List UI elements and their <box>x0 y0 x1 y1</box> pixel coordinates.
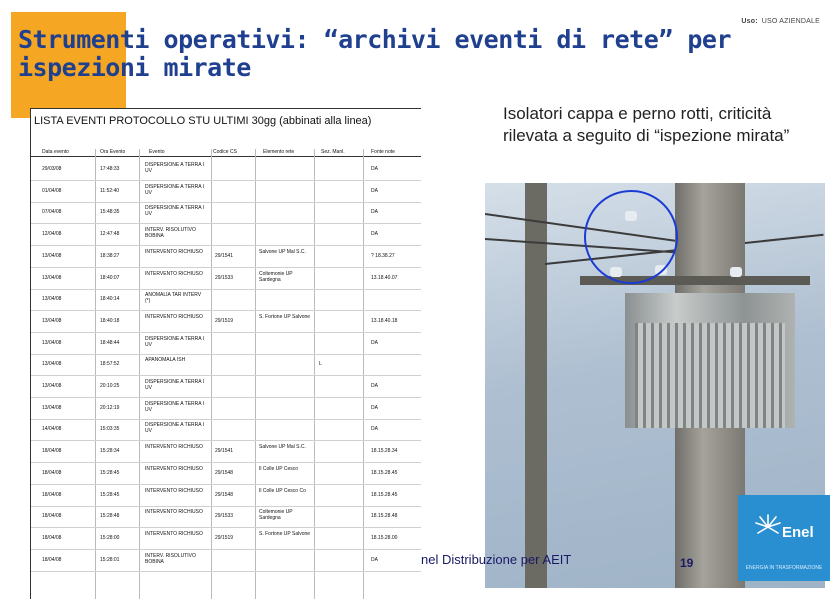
table-cell: DA <box>371 339 378 346</box>
slide-title: Strumenti operativi: “archivi eventi di rete” per ispezioni mirate <box>18 25 732 82</box>
table-row <box>31 550 421 572</box>
table-cell: 15:28:45 <box>100 469 120 476</box>
table-cell: 15:28:00 <box>100 534 120 541</box>
table-row <box>31 333 421 355</box>
table-cell: 18:40:07 <box>100 274 120 281</box>
table-cell: S. Fortone UP Salvone <box>259 313 311 320</box>
table-cell: 29/1533 <box>215 274 234 281</box>
table-cell: 17:48:33 <box>100 166 120 172</box>
table-cell: DISPERSIONE A TERRA I UV <box>145 162 205 174</box>
table-cell: DA <box>371 383 378 389</box>
table-cell: 14/04/08 <box>42 426 62 433</box>
table-cell: 29/03/08 <box>42 166 62 172</box>
usage-value: USO AZIENDALE <box>761 18 820 25</box>
table-cell: DA <box>371 404 378 411</box>
table-cell: 01/04/08 <box>42 187 62 194</box>
column-header: Ora Evento <box>100 149 126 155</box>
table-cell: 18:48:44 <box>100 339 120 346</box>
table-cell: DISPERSIONE A TERRA I UV <box>145 400 205 413</box>
table-cell: 15:28:48 <box>100 513 120 520</box>
table-cell: INTERVENTO RICHIUSO <box>145 270 203 277</box>
table-cell: 29/1533 <box>215 513 234 520</box>
table-cell: 29/1541 <box>215 252 234 259</box>
table-cell: 18:40:18 <box>100 317 120 324</box>
table-cell: 20:12:19 <box>100 404 120 411</box>
table-row <box>31 528 421 550</box>
table-row <box>31 376 421 398</box>
table-cell: Il Colle UP Cesco <box>259 465 299 472</box>
footer-text: nel Distribuzione per AEIT <box>421 552 572 567</box>
table-cell: 18/04/08 <box>42 556 62 563</box>
table-cell: 15:48:35 <box>100 209 120 216</box>
table-cell: ? 18.38.27 <box>371 252 395 259</box>
table-cell: 13.18.40.07 <box>371 274 398 281</box>
table-cell: 18/04/08 <box>42 534 62 541</box>
usage-label <box>741 18 820 25</box>
table-cell: 18:38:27 <box>100 252 120 259</box>
table-cell: 18/04/08 <box>42 448 62 455</box>
table-cell: Il Colle UP Cesco Co <box>259 487 306 494</box>
table-cell: 20:10:25 <box>100 383 120 389</box>
table-cell: DISPERSIONE A TERRA I UV <box>145 422 205 435</box>
logo-name: Enel <box>782 524 814 541</box>
table-cell: Coltemonie UP Sardegna <box>259 270 293 283</box>
table-cell: DA <box>371 209 378 216</box>
column-header: Data evento <box>42 149 69 155</box>
table-title: LISTA EVENTI PROTOCOLLO STU ULTIMI 30gg (abbinati alla linea) <box>34 115 372 127</box>
table-row <box>31 354 421 376</box>
table-cell: L <box>319 361 322 368</box>
table-cell: 15:28:01 <box>100 556 120 563</box>
photo-caption: Isolatori cappa e perno rotti, criticità rilevata a seguito di “ispezione mirata” <box>503 104 790 145</box>
table-cell: 12:47:48 <box>100 231 120 238</box>
table-cell: 18/04/08 <box>42 513 62 520</box>
table-cell: 13/04/08 <box>42 296 62 303</box>
table-cell: INTERVENTO RICHIUSO <box>145 248 203 255</box>
table-cell: 18.15.28.45 <box>371 469 398 476</box>
table-cell: 29/1541 <box>215 448 234 455</box>
column-header: Fonte note <box>371 149 395 155</box>
table-cell: 13/04/08 <box>42 404 62 411</box>
table-row <box>31 289 421 311</box>
table-cell: INTERV. RISOLUTIVO BOBINA <box>145 552 196 565</box>
table-cell: INTERV. RISOLUTIVO BOBINA <box>145 227 196 240</box>
table-cell: 18/04/08 <box>42 469 62 476</box>
table-cell: 07/04/08 <box>42 209 62 216</box>
table-row <box>31 159 421 181</box>
table-cell: 13/04/08 <box>42 317 62 324</box>
table-cell: 15:28:34 <box>100 448 120 455</box>
table-cell: 29/1548 <box>215 491 234 498</box>
table-cell: DA <box>371 166 378 172</box>
table-cell: INTERVENTO RICHIUSO <box>145 444 203 451</box>
table-cell: Salvone UP Mal S.C. <box>259 444 306 451</box>
table-cell: 18:57:52 <box>100 361 120 368</box>
column-header: Sez. Manl. <box>321 149 345 155</box>
insulator-icon <box>730 267 742 277</box>
table-cell: 18.15.28.00 <box>371 534 398 541</box>
table-cell: 29/1519 <box>215 534 234 541</box>
photo-transformer-fins <box>635 323 785 428</box>
table-cell: 15:28:45 <box>100 491 120 498</box>
table-row <box>31 485 421 507</box>
table-cell: Salvone UP Mal S.C. <box>259 248 306 255</box>
table-cell: INTERVENTO RICHIUSO <box>145 530 203 537</box>
table-row <box>31 463 421 485</box>
table-row <box>31 441 421 463</box>
table-cell: DA <box>371 187 378 194</box>
table-cell: INTERVENTO RICHIUSO <box>145 487 203 494</box>
table-cell: 13.18.40.18 <box>371 317 398 324</box>
table-cell: 18.15.28.45 <box>371 491 398 498</box>
column-header: Elemento rete <box>263 149 295 155</box>
table-cell: 15:03:35 <box>100 426 120 433</box>
highlight-circle <box>584 190 678 284</box>
table-row <box>31 506 421 528</box>
table-cell: 29/1519 <box>215 317 234 324</box>
table-cell: 18.15.28.34 <box>371 448 398 455</box>
usage-key: Uso: <box>741 18 758 25</box>
enel-logo <box>738 495 830 581</box>
table-row <box>31 202 421 224</box>
logo-tagline: ENERGIA IN TRASFORMAZIONE <box>745 565 823 571</box>
table-cell: 12/04/08 <box>42 231 62 238</box>
table-cell: 13/04/08 <box>42 339 62 346</box>
events-table-panel <box>30 108 421 599</box>
table-cell: DISPERSIONE A TERRA I UV <box>145 205 205 218</box>
table-cell: 18/04/08 <box>42 491 62 498</box>
table-cell: APANOMALA ISH <box>145 357 186 364</box>
table-cell: 11:52:40 <box>100 187 120 194</box>
table-cell: Coltemonie UP Sardegna <box>259 509 293 522</box>
table-cell: DA <box>371 231 378 238</box>
page-number: 19 <box>680 556 694 570</box>
column-header: Evento <box>149 149 165 155</box>
table-row <box>31 268 421 290</box>
table-cell: 13/04/08 <box>42 252 62 259</box>
table-cell: DISPERSIONE A TERRA I UV <box>145 183 205 196</box>
table-cell: INTERVENTO RICHIUSO <box>145 465 203 472</box>
table-cell: ANOMALIA TAR INTERV (*) <box>145 292 202 305</box>
table-row <box>31 246 421 268</box>
table-row <box>31 311 421 333</box>
table-cell: 13/04/08 <box>42 361 62 368</box>
table-cell: 29/1548 <box>215 469 234 476</box>
column-header: Codice CS <box>213 149 237 155</box>
table-cell: DISPERSIONE A TERRA I UV <box>145 335 205 348</box>
table-cell: S. Fortone UP Salvone <box>259 530 311 537</box>
table-row <box>31 224 421 246</box>
table-cell: INTERVENTO RICHIUSO <box>145 509 203 516</box>
table-cell: 18:40:14 <box>100 296 120 303</box>
table-cell: 13/04/08 <box>42 383 62 389</box>
sunburst-icon <box>754 513 782 541</box>
table-cell: 13/04/08 <box>42 274 62 281</box>
table-cell: INTERVENTO RICHIUSO <box>145 313 203 320</box>
table-row <box>31 181 421 203</box>
table-row <box>31 398 421 420</box>
table-cell: 18.15.28.48 <box>371 513 398 520</box>
table-cell: DA <box>371 426 378 433</box>
table-cell: DA <box>371 556 378 563</box>
table-cell: DISPERSIONE A TERRA I UV <box>145 379 205 391</box>
table-row <box>31 419 421 441</box>
